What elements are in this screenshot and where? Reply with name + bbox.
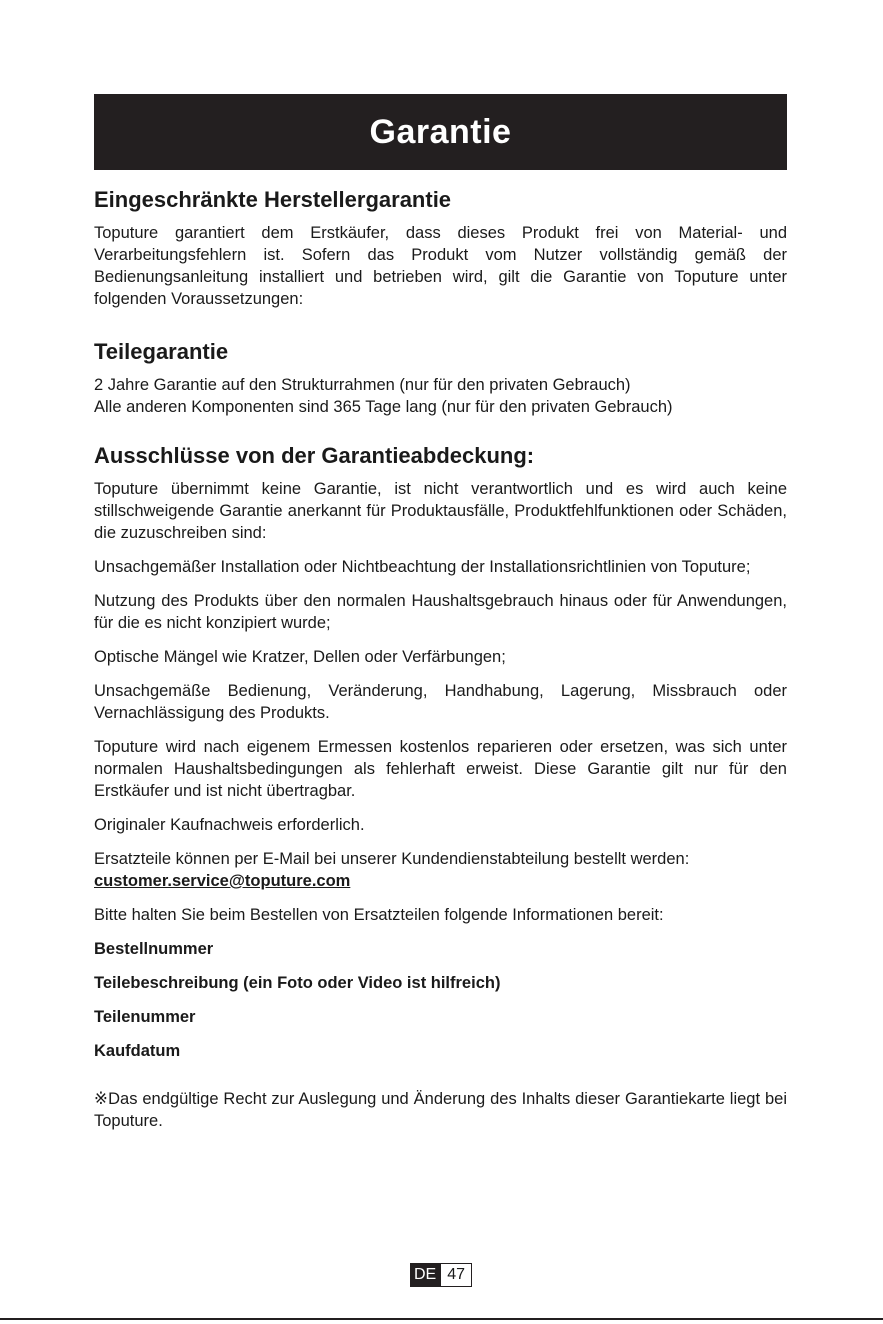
page-title-banner [94,94,787,170]
language-tag: DE [410,1263,440,1287]
spare-parts-text: Ersatzteile können per E-Mail bei unserer Kundendienstabteilung bestellt werden: [94,850,690,868]
info-item: Bestellnummer [94,940,214,958]
page-number-value: 47 [440,1263,472,1287]
service-email-link[interactable]: customer.service@toputure.com [94,872,351,890]
exclusions-paragraph: Toputure wird nach eigenem Ermessen kostenlos reparieren oder ersetzen, was sich unter normalen Haushaltsbedingungen als fehlerhaft erweist. Diese Garantie gilt nur für den Erstkäufer und ist nicht übertragbar. [94,738,787,800]
exclusions-heading: Ausschlüsse von der Garantieabdeckung: [94,443,535,468]
limited-warranty-text: Toputure garantiert dem Erstkäufer, dass dieses Produkt frei von Material- und Verarbeitungsfehlern ist. Sofern das Produkt vom Nutzer vollständig gemäß der Bedienungsanleitung installiert und betrieben wird, gilt die Garantie von Toputure unter folgenden Voraussetzungen: [94,224,787,308]
info-item: Teilenummer [94,1008,196,1026]
exclusions-paragraph: Nutzung des Produkts über den normalen Haushaltsgebrauch hinaus oder für Anwendungen, für die es nicht konzipiert wurde; [94,592,787,632]
exclusions-paragraph: Unsachgemäßer Installation oder Nichtbeachtung der Installationsrichtlinien von Toputure; [94,558,751,576]
parts-warranty-heading: Teilegarantie [94,339,229,364]
page-number [410,1263,472,1287]
exclusions-paragraph: Unsachgemäße Bedienung, Veränderung, Handhabung, Lagerung, Missbrauch oder Vernachlässigung des Produkts. [94,682,787,722]
footnote: ※Das endgültige Recht zur Auslegung und Änderung des Inhalts dieser Garantiekarte liegt bei Toputure. [94,1090,787,1130]
warranty-content [94,184,787,1132]
bottom-divider [0,1318,883,1320]
info-item: Teilebeschreibung (ein Foto oder Video ist hilfreich) [94,974,501,992]
info-intro: Bitte halten Sie beim Bestellen von Ersatzteilen folgende Informationen bereit: [94,906,664,924]
exclusions-paragraph: Optische Mängel wie Kratzer, Dellen oder Verfärbungen; [94,648,506,666]
parts-warranty-line: Alle anderen Komponenten sind 365 Tage lang (nur für den privaten Gebrauch) [94,398,673,416]
spare-parts-paragraph [94,848,787,892]
limited-warranty-heading: Eingeschränkte Herstellergarantie [94,187,452,212]
exclusions-paragraph: Toputure übernimmt keine Garantie, ist nicht verantwortlich und es wird auch keine stillschweigende Garantie anerkannt für Produktausfälle, Produktfehlfunktionen oder Schäden, die zuzuschreiben sind: [94,480,787,542]
page-title: Garantie [369,112,512,151]
info-item: Kaufdatum [94,1042,181,1060]
exclusions-paragraph: Originaler Kaufnachweis erforderlich. [94,816,365,834]
parts-warranty-line: 2 Jahre Garantie auf den Strukturrahmen (nur für den privaten Gebrauch) [94,376,631,394]
